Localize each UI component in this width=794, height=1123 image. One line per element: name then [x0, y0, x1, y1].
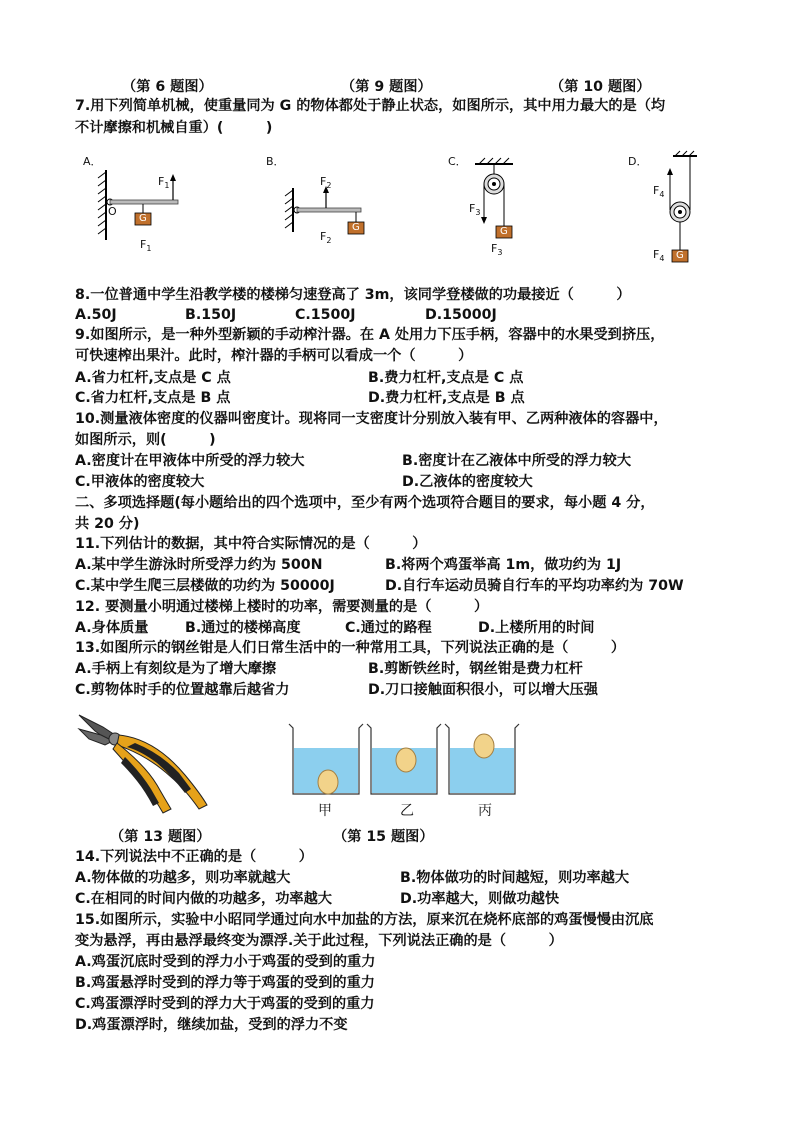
q9-stem-line1: 9.如图所示，是一种外型新颖的手动榨汁器。在 A 处用力下压手柄，容器中的水果受到挤压， — [75, 327, 665, 343]
q12-option-d: D.上楼所用的时间 — [478, 620, 595, 636]
q11-option-b: B.将两个鸡蛋举高 1m，做功约为 1J — [385, 557, 622, 573]
q8-stem: 8.一位普通中学生沿教学楼的楼梯匀速登高了 3m，该同学登楼做的功最接近（ ） — [75, 287, 631, 303]
fig-a-weight-label: G — [139, 213, 147, 224]
fig-b-label: B． — [266, 155, 285, 168]
fig-b-force-label: $F_2$ — [320, 175, 332, 191]
fig-d-weight-label: G — [676, 250, 684, 261]
beakers-illustration — [285, 720, 525, 800]
fig-c-label: C． — [448, 155, 467, 168]
q12-option-b: B.通过的楼梯高度 — [185, 620, 301, 636]
q15-option-c: C.鸡蛋漂浮时受到的浮力大于鸡蛋的受到的重力 — [75, 996, 375, 1012]
q8-option-a: A.50J — [75, 307, 117, 323]
beaker-jia — [289, 724, 363, 794]
q10-stem-line2: 如图所示，则( ) — [75, 432, 216, 448]
q13-option-b: B.剪断铁丝时，钢丝钳是费力杠杆 — [368, 661, 583, 677]
beaker-label-yi: 乙 — [400, 803, 414, 819]
q9-option-a: A.省力杠杆,支点是 C 点 — [75, 370, 231, 386]
q15-stem-line2: 变为悬浮，再由悬浮最终变为漂浮.关于此过程，下列说法正确的是（ ） — [75, 933, 563, 949]
fig-b-weight-label: G — [352, 222, 360, 233]
q10-option-c: C.甲液体的密度较大 — [75, 474, 205, 490]
q15-option-d: D.鸡蛋漂浮时，继续加盐，受到的浮力不变 — [75, 1017, 348, 1033]
q14-option-b: B.物体做功的时间越短，则功率越大 — [400, 870, 630, 886]
pliers-illustration — [75, 705, 215, 815]
q7-figure-b — [263, 150, 383, 250]
caption-fig15: （第 15 题图） — [333, 829, 434, 845]
fig-c-force-label: $F_3$ — [469, 202, 481, 218]
q11-stem: 11.下列估计的数据，其中符合实际情况的是（ ） — [75, 536, 427, 552]
section2-heading-line2: 共 20 分) — [75, 516, 140, 532]
q8-option-c: C.1500J — [295, 307, 356, 323]
q11-option-a: A.某中学生游泳时所受浮力约为 500N — [75, 557, 323, 573]
fig-c-weight-label: G — [500, 226, 508, 237]
q7-figure-a — [80, 150, 230, 260]
q9-stem-line2: 可快速榨出果汁。此时，榨汁器的手柄可以看成一个（ ） — [75, 348, 473, 364]
caption-fig6: （第 6 题图） — [122, 79, 213, 95]
q11-option-d: D.自行车运动员骑自行车的平均功率约为 70W — [385, 578, 684, 594]
fig-a-fulcrum-label: O — [108, 205, 117, 218]
fig-a-force-label-2: $F_1$ — [140, 238, 152, 254]
pulley-c-drawing — [445, 150, 545, 258]
q7-figure-d — [625, 150, 725, 268]
q11-option-c: C.某中学生爬三层楼做的功约为 50000J — [75, 578, 335, 594]
q7-figure-c — [445, 150, 545, 258]
q7-stem-line1: 7.用下列简单机械，使重量同为 G 的物体都处于静止状态，如图所示，其中用力最大的是（均 — [75, 98, 666, 114]
q10-option-b: B.密度计在乙液体中所受的浮力较大 — [402, 453, 632, 469]
fig-a-label: A． — [83, 155, 102, 168]
q12-stem: 12. 要测量小明通过楼梯上楼时的功率，需要测量的是（ ） — [75, 599, 489, 615]
beaker-yi — [367, 724, 441, 794]
q14-option-d: D.功率越大，则做功越快 — [400, 891, 560, 907]
q12-option-a: A.身体质量 — [75, 620, 149, 636]
fig-a-force-label: $F_1$ — [158, 175, 170, 191]
fig-d-force-label-2: $F_4$ — [653, 248, 665, 264]
q14-stem: 14.下列说法中不正确的是（ ） — [75, 849, 313, 865]
lever-a-drawing — [80, 150, 230, 260]
q14-option-a: A.物体做的功越多，则功率就越大 — [75, 870, 291, 886]
q8-option-b: B.150J — [185, 307, 237, 323]
section2-heading-line1: 二、多项选择题(每小题给出的四个选项中，至少有两个选项符合题目的要求，每小题 4 分， — [75, 495, 655, 511]
q10-option-a: A.密度计在甲液体中所受的浮力较大 — [75, 453, 305, 469]
q13-stem: 13.如图所示的钢丝钳是人们日常生活中的一种常用工具，下列说法正确的是（ ） — [75, 640, 626, 656]
q7-stem-line2: 不计摩擦和机械自重）( ) — [75, 120, 273, 136]
q10-stem-line1: 10.测量液体密度的仪器叫密度计。现将同一支密度计分别放入装有甲、乙两种液体的容器中， — [75, 411, 668, 427]
q13-option-c: C.剪物体时手的位置越靠后越省力 — [75, 682, 290, 698]
q8-option-d: D.15000J — [425, 307, 497, 323]
beaker-label-bing: 丙 — [478, 803, 492, 819]
q9-option-c: C.省力杠杆,支点是 B 点 — [75, 390, 231, 406]
fig-b-force-label-2: $F_2$ — [320, 230, 332, 246]
caption-fig9: （第 9 题图） — [341, 79, 432, 95]
fig-c-force-label-2: $F_3$ — [491, 242, 503, 258]
beaker-bing — [445, 724, 519, 794]
fig-d-force-label: $F_4$ — [653, 184, 665, 200]
beaker-label-jia: 甲 — [318, 803, 332, 819]
pulley-d-drawing — [625, 150, 725, 268]
q15-option-b: B.鸡蛋悬浮时受到的浮力等于鸡蛋的受到的重力 — [75, 975, 375, 991]
q9-option-d: D.费力杠杆,支点是 B 点 — [368, 390, 525, 406]
q9-option-b: B.费力杠杆,支点是 C 点 — [368, 370, 524, 386]
q12-option-c: C.通过的路程 — [345, 620, 432, 636]
caption-fig13: （第 13 题图） — [110, 829, 211, 845]
q14-option-c: C.在相同的时间内做的功越多，功率越大 — [75, 891, 332, 907]
q10-option-d: D.乙液体的密度较大 — [402, 474, 533, 490]
fig-d-label: D． — [628, 155, 648, 168]
caption-fig10: （第 10 题图） — [550, 79, 651, 95]
q15-option-a: A.鸡蛋沉底时受到的浮力小于鸡蛋的受到的重力 — [75, 954, 376, 970]
q13-option-d: D.刀口接触面积很小，可以增大压强 — [368, 682, 598, 698]
q13-option-a: A.手柄上有刻纹是为了增大摩擦 — [75, 661, 277, 677]
q15-stem-line1: 15.如图所示，实验中小昭同学通过向水中加盐的方法，原来沉在烧杯底部的鸡蛋慢慢由沉底 — [75, 912, 654, 928]
